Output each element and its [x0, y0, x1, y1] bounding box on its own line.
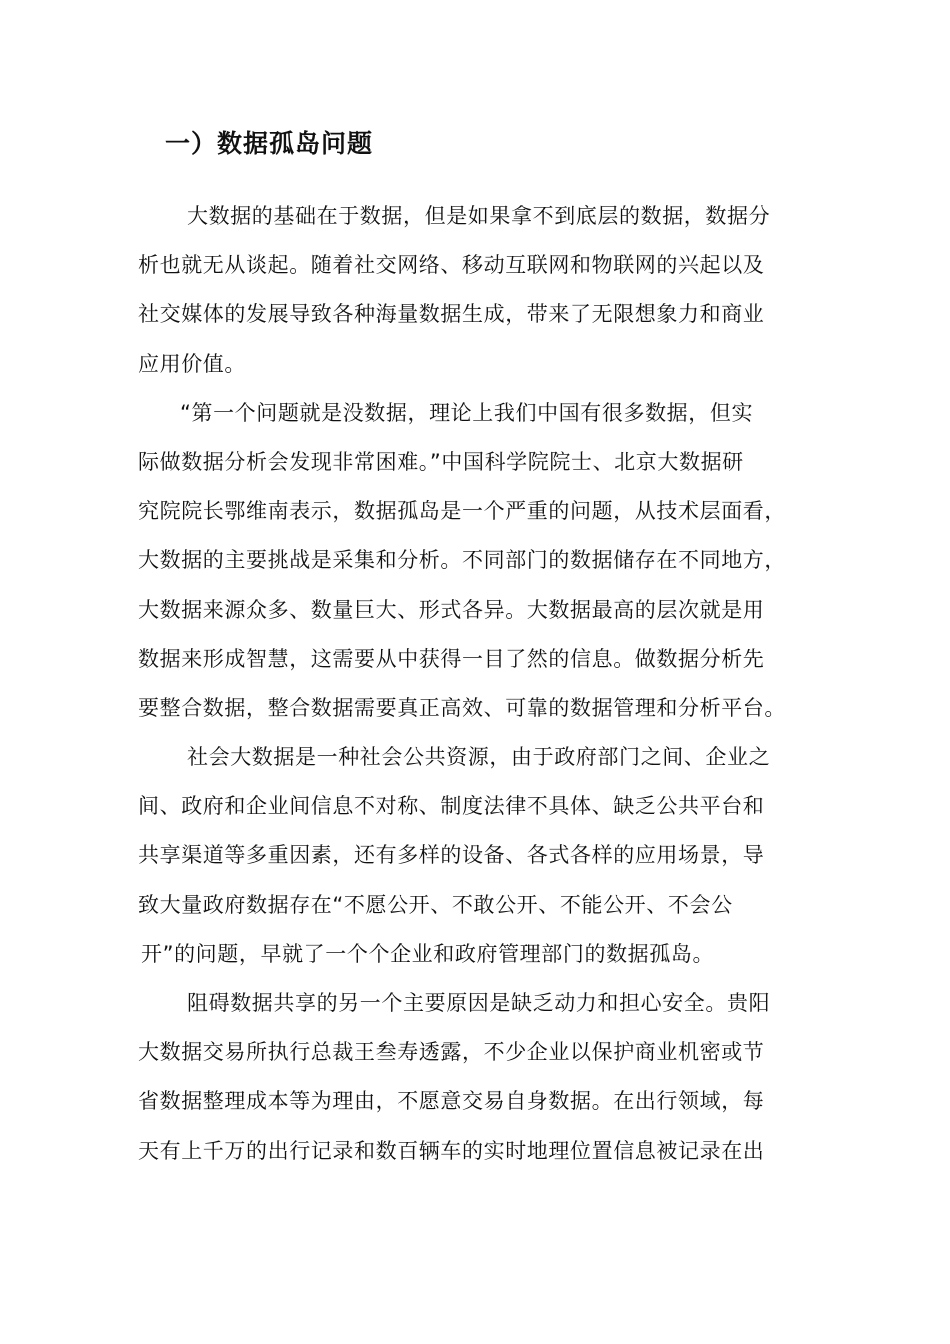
section-heading: 一）数据孤岛问题 — [165, 129, 374, 158]
paragraph-line: 究院院长鄂维南表示，数据孤岛是一个严重的问题，从技术层面看， — [138, 499, 786, 524]
paragraph-line: “第一个问题就是没数据，理论上我们中国有很多数据，但实 — [180, 400, 754, 425]
paragraph-line: 致大量政府数据存在“不愿公开、不敢公开、不能公开、不会公 — [138, 892, 733, 917]
paragraph-line: 共享渠道等多重因素，还有多样的设备、各式各样的应用场景，导 — [138, 843, 765, 868]
paragraph-line: 社会大数据是一种社会公共资源，由于政府部门之间、企业之 — [187, 745, 771, 770]
paragraph-line: 天有上千万的出行记录和数百辆车的实时地理位置信息被记录在出 — [138, 1138, 765, 1163]
paragraph-line: 大数据交易所执行总裁王叁寿透露，不少企业以保护商业机密或节 — [138, 1040, 765, 1065]
paragraph-line: 社交媒体的发展导致各种海量数据生成，带来了无限想象力和商业 — [138, 302, 765, 327]
paragraph-line: 析也就无从谈起。随着社交网络、移动互联网和物联网的兴起以及 — [138, 253, 765, 278]
paragraph-line: 大数据的基础在于数据，但是如果拿不到底层的数据，数据分 — [187, 204, 771, 228]
body-text — [138, 192, 824, 1176]
paragraph-line: 要整合数据，整合数据需要真正高效、可靠的数据管理和分析平台。 — [138, 695, 786, 720]
paragraph-line: 际做数据分析会发现非常困难。”中国科学院院士、北京大数据研 — [138, 449, 744, 474]
paragraph-line: 应用价值。 — [138, 351, 246, 376]
paragraph-line: 省数据整理成本等为理由，不愿意交易自身数据。在出行领域，每 — [138, 1089, 765, 1114]
paragraph-line: 开”的问题，早就了一个个企业和政府管理部门的数据孤岛。 — [141, 941, 715, 966]
paragraph-line: 大数据的主要挑战是采集和分析。不同部门的数据储存在不同地方， — [138, 548, 786, 573]
paragraph-line: 数据来形成智慧，这需要从中获得一目了然的信息。做数据分析先 — [138, 646, 765, 671]
paragraph-line: 大数据来源众多、数量巨大、形式各异。大数据最高的层次就是用 — [138, 597, 765, 622]
paragraph-line: 阻碍数据共享的另一个主要原因是缺乏动力和担心安全。贵阳 — [187, 991, 771, 1015]
paragraph-line: 间、政府和企业间信息不对称、制度法律不具体、缺乏公共平台和 — [138, 794, 765, 819]
